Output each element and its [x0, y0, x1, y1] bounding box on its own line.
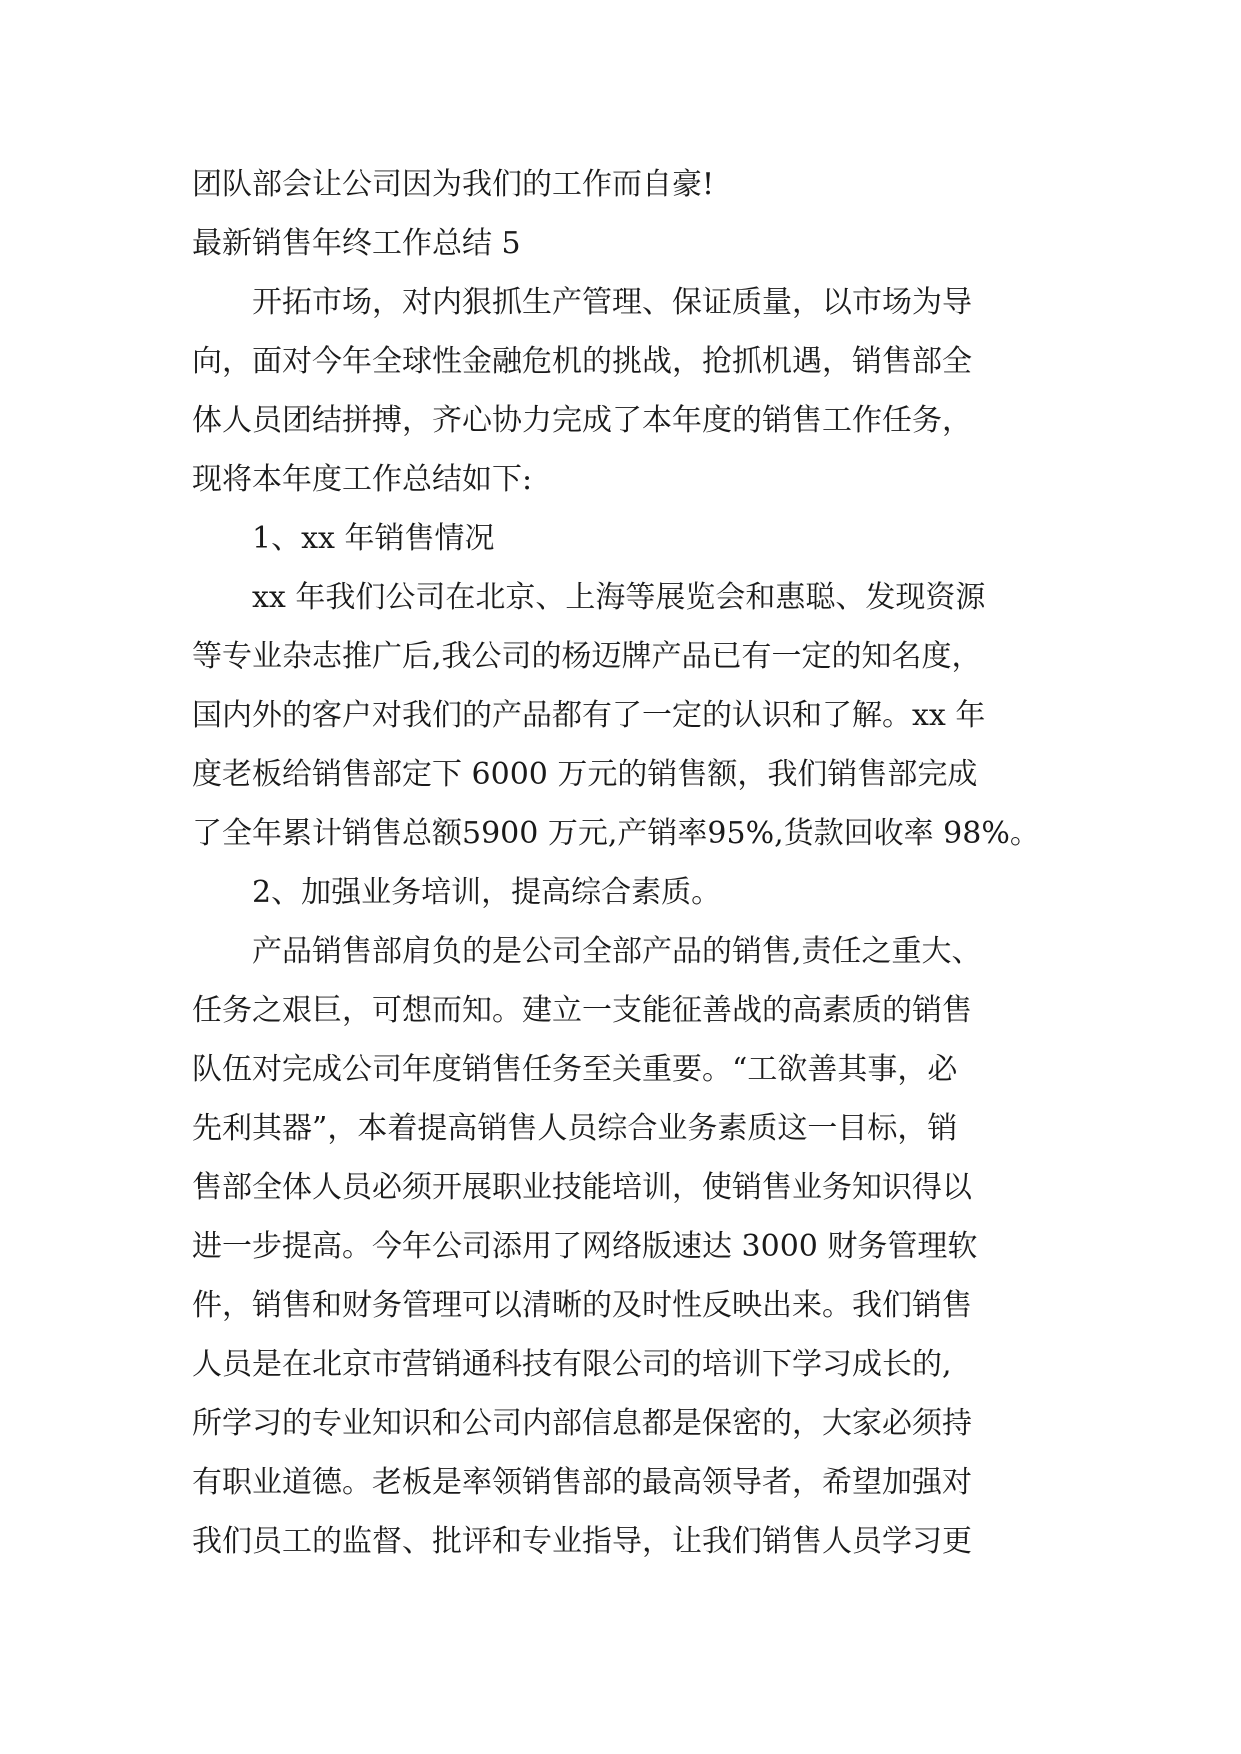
text-line: 任务之艰巨，可想而知。建立一支能征善战的高素质的销售 [192, 993, 972, 1028]
text-line: 度老板给销售部定下 6000 万元的销售额，我们销售部完成 [192, 757, 978, 792]
text-line: 售部全体人员必须开展职业技能培训，使销售业务知识得以 [192, 1170, 972, 1205]
text-line: 体人员团结拼搏，齐心协力完成了本年度的销售工作任务， [192, 403, 972, 438]
text-line: 进一步提高。今年公司添用了网络版速达 3000 财务管理软 [192, 1229, 978, 1264]
text-line: 先利其器”，本着提高销售人员综合业务素质这一目标，销 [192, 1111, 958, 1146]
text-line: 件，销售和财务管理可以清晰的及时性反映出来。我们销售 [192, 1288, 972, 1323]
text-line: 有职业道德。老板是率领销售部的最高领导者，希望加强对 [192, 1465, 972, 1500]
subheading: 1、xx 年销售情况 [252, 521, 495, 556]
text-line: 等专业杂志推广后,我公司的杨迈牌产品已有一定的知名度， [192, 639, 982, 674]
text-line: 开拓市场，对内狠抓生产管理、保证质量，以市场为导 [252, 285, 972, 320]
text-line: 现将本年度工作总结如下: [192, 462, 533, 497]
text-line: 我们员工的监督、批评和专业指导，让我们销售人员学习更 [192, 1524, 972, 1559]
text-line: 所学习的专业知识和公司内部信息都是保密的，大家必须持 [192, 1406, 972, 1441]
text-line: 了全年累计销售总额5900 万元,产销率95%,货款回收率 98%。 [192, 816, 1040, 851]
subheading: 2、加强业务培训，提高综合素质。 [252, 875, 722, 910]
text-line: xx 年我们公司在北京、上海等展览会和惠聪、发现资源 [252, 580, 986, 615]
text-line: 团队部会让公司因为我们的工作而自豪! [192, 167, 715, 202]
text-line: 向，面对今年全球性金融危机的挑战，抢抓机遇，销售部全 [192, 344, 972, 379]
text-line: 国内外的客户对我们的产品都有了一定的认识和了解。xx 年 [192, 698, 986, 733]
text-line: 人员是在北京市营销通科技有限公司的培训下学习成长的, [192, 1347, 952, 1382]
text-line: 产品销售部肩负的是公司全部产品的销售,责任之重大、 [252, 934, 982, 969]
text-line: 队伍对完成公司年度销售任务至关重要。“工欲善其事，必 [192, 1052, 958, 1087]
section-heading: 最新销售年终工作总结 5 [192, 226, 521, 261]
